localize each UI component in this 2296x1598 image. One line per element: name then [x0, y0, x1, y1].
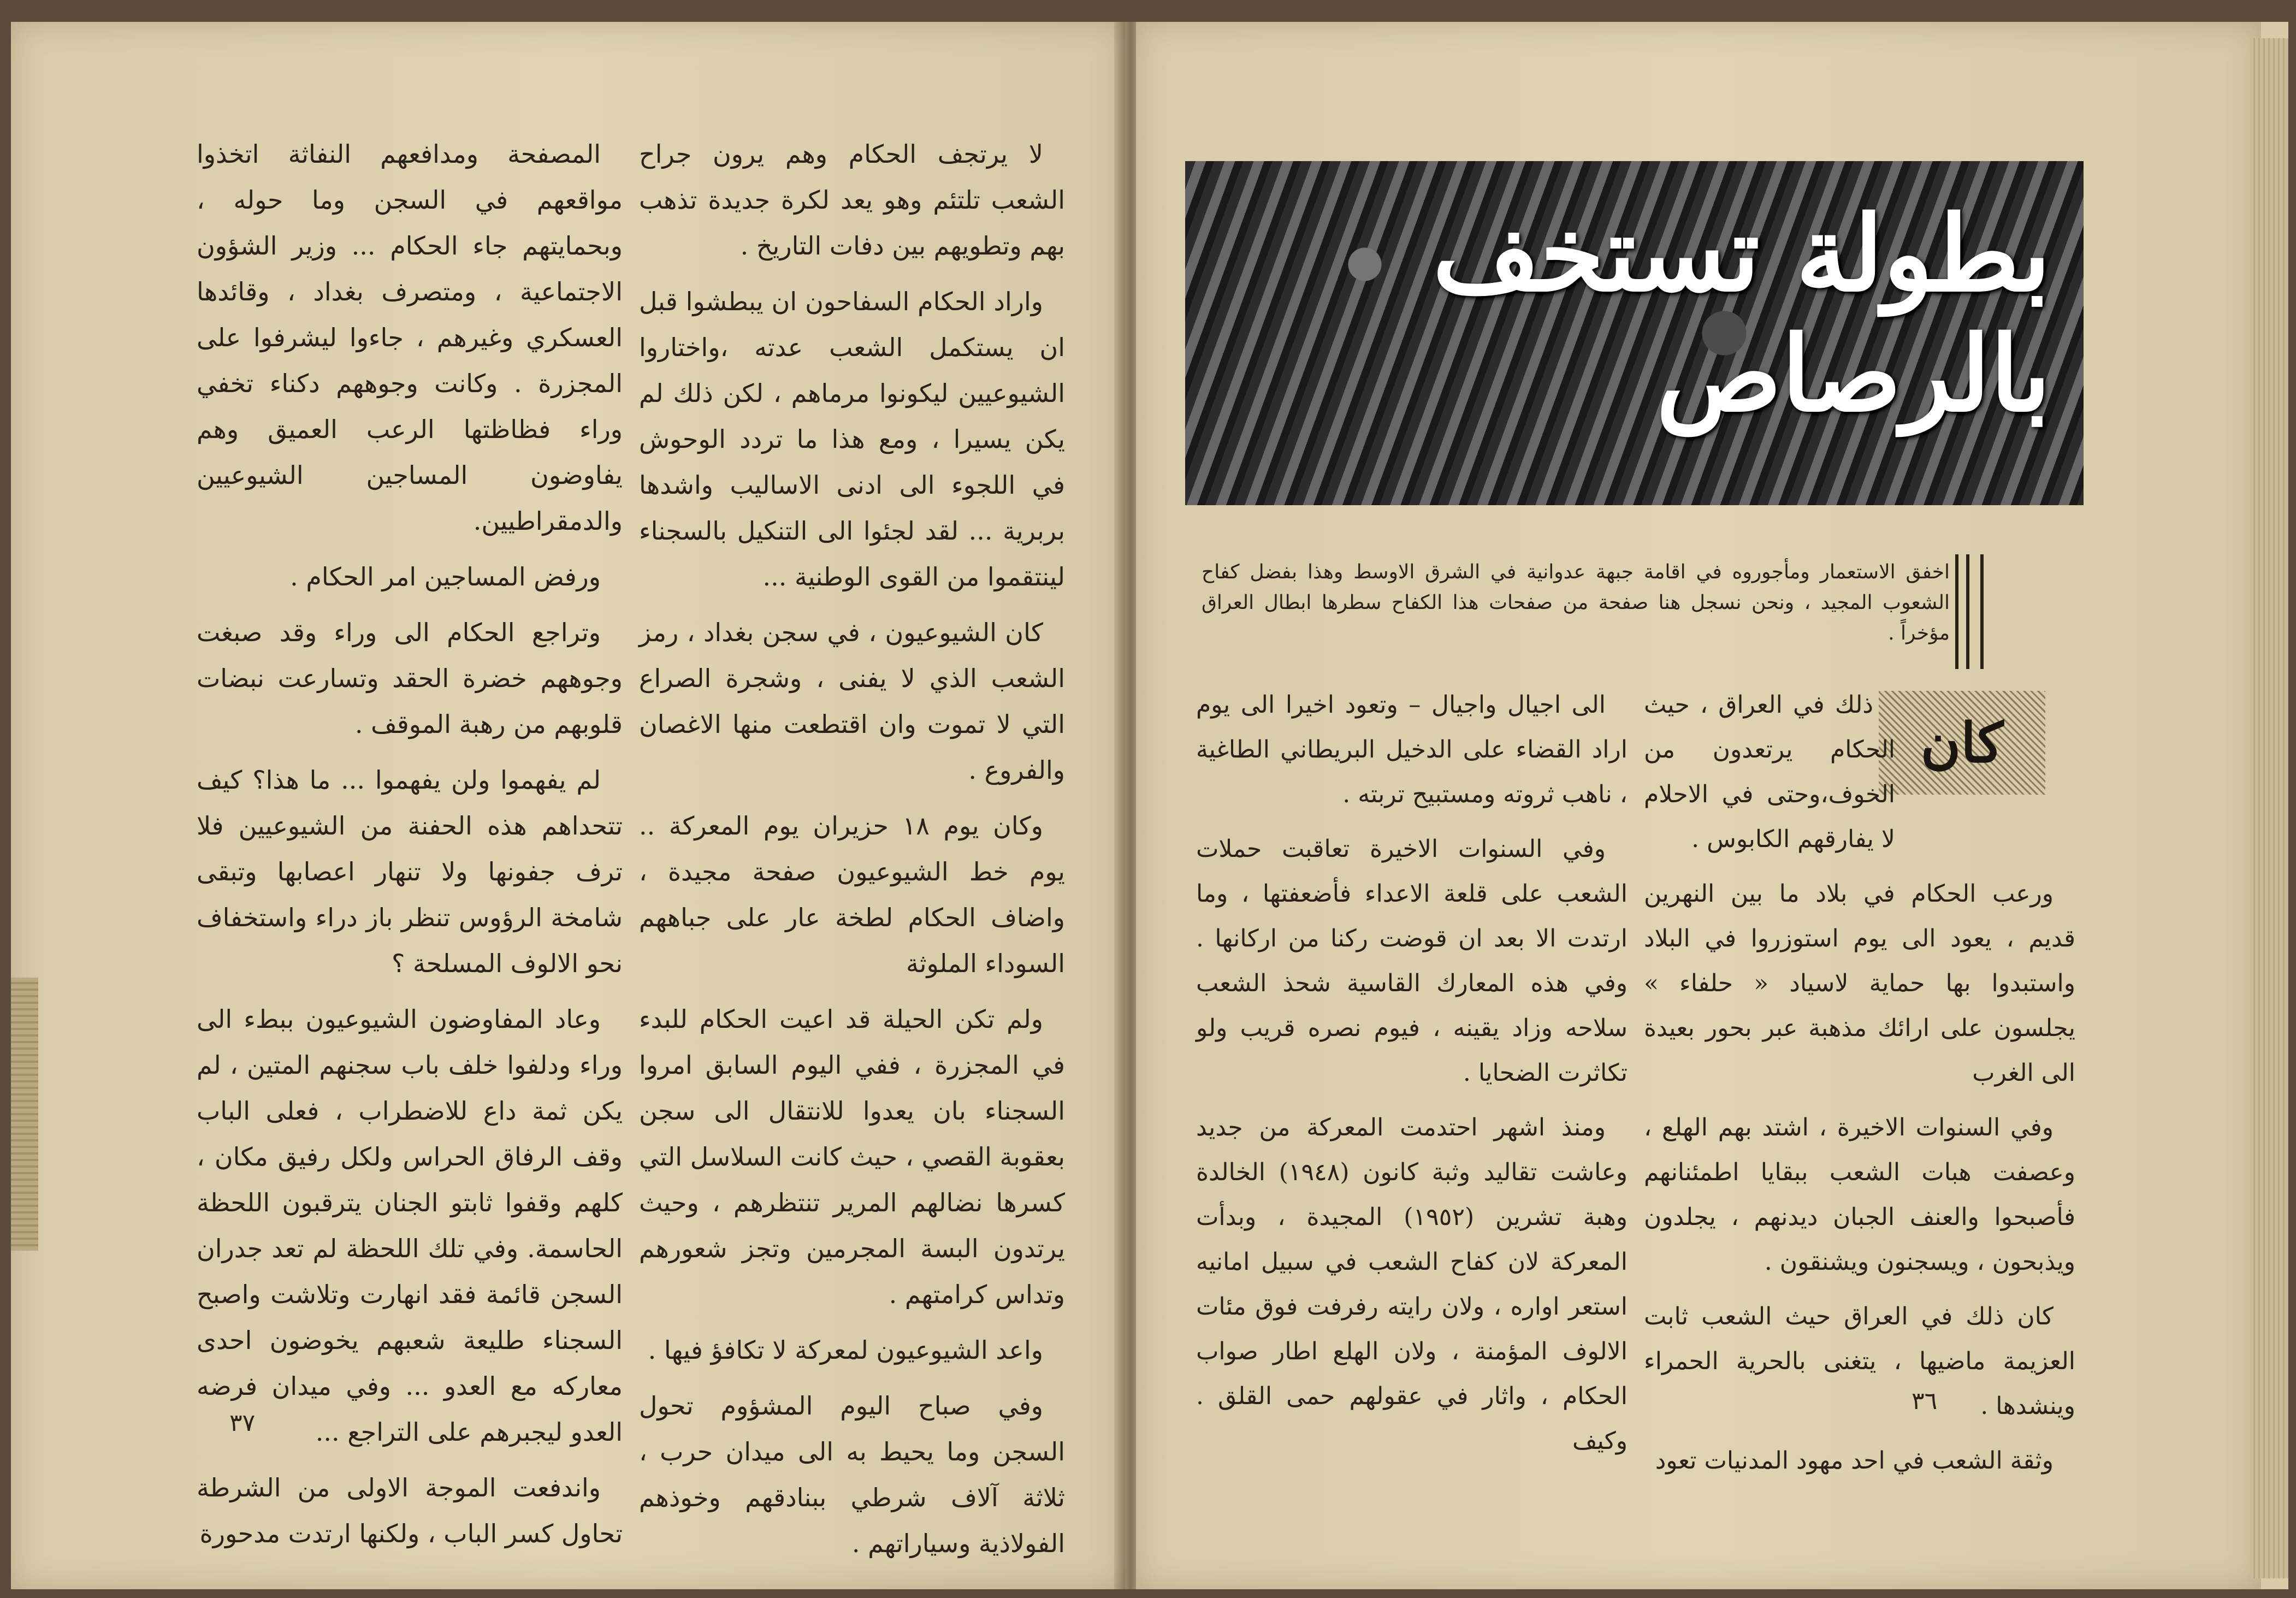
paragraph: ورعب الحكام في بلاد ما بين النهرين قديم ، يعود الى يوم استوزروا في البلاد واستبدوا بها حماية لاسياد « حلفاء » يجلسون على ارائك مذهبة عبر بحور بعيدة الى الغرب [1644, 880, 2075, 1087]
paragraph: وفي السنوات الاخيرة ، اشتد بهم الهلع ، وعصفت هبات الشعب ببقايا اطمئنانهم فأصبحوا والعنف الجبان ديدنهم ، يجلدون ويذبحون ، ويسجنون ويشنقون . [1644, 1114, 2075, 1276]
left-page [11, 22, 1125, 1589]
decorative-bars [1955, 554, 1984, 669]
paragraph: المصفحة ومدافعهم النفاثة اتخذوا مواقعهم في السجن وما حوله ، وبحمايتهم جاء الحكام ... وزير الشؤون الاجتماعية ، ومتصرف بغداد ، وقائدها العسكري وغيرهم ، جاءوا ليشرفوا على المجزرة . وكانت وجوههم دكناء تخفي وراء فظاظتها الرعب العميق وهم يفاوضون المساجين الشيوعيين والدمقراطيين. [197, 139, 623, 536]
paragraph: وتراجع الحكام الى وراء وقد صبغت وجوههم خضرة الحقد وتسارعت نبضات قلوبهم من رهبة الموقف . [197, 618, 623, 739]
paragraph: وكان يوم ١٨ حزيران يوم المعركة .. يوم خط الشيوعيون صفحة مجيدة ، واضاف الحكام لطخة عار على جباههم السوداء الملوثة [639, 811, 1065, 978]
headline: بطولة تستخف بالرصاص [1433, 193, 2051, 435]
page-number: ٣٦ [1912, 1387, 1938, 1415]
paragraph: كان ذلك في العراق حيث الشعب ثابت العزيمة ماضيها ، يتغنى بالحرية الحمراء وينشدها . [1644, 1303, 2075, 1420]
paragraph: ذلك في العراق ، حيث الحكام يرتعدون من الخوف،وحتى في الاحلام لا يفارقهم الكابوس . [1644, 691, 1895, 853]
paragraph: الى اجيال واجيال – وتعود اخيرا الى يوم اراد القضاء على الدخيل البريطاني الطاغية ، ناهب ثروته ومستبيح تربته . [1196, 691, 1628, 808]
headline-photo [1185, 161, 2084, 505]
intro-text: اخفق الاستعمار ومأجوروه في اقامة جبهة عدوانية في الشرق الاوسط وهذا بفضل كفاح الشعوب المجيد ، ونحن نسجل هنا صفحة من صفحات هذا الكفاح سطرها ابطال العراق مؤخراً . [1202, 561, 1950, 644]
page-number: ٣٧ [229, 1409, 256, 1437]
paragraph: كان الشيوعيون ، في سجن بغداد ، رمز الشعب الذي لا يفنى ، وشجرة الصراع التي لا تموت وان اقتطعت منها الاغصان والفروع . [639, 618, 1065, 785]
right-page-column-left [1196, 683, 1628, 1473]
paragraph: لا يرتجف الحكام وهم يرون جراح الشعب تلتئم وهو يعد لكرة جديدة تذهب بهم وتطويهم بين دفات التاريخ . [639, 139, 1065, 261]
magazine-spread [11, 22, 2288, 1589]
page-edge-wear [11, 978, 38, 1251]
paragraph: وفي صباح اليوم المشؤوم تحول السجن وما يحيط به الى ميدان حرب ، ثلاثة آلاف شرطي ببنادقهم وخوذهم الفولاذية وسياراتهم . [639, 1391, 1065, 1558]
paragraph: وعاد المفاوضون الشيوعيون ببطء الى وراء ودلفوا خلف باب سجنهم المتين ، لم يكن ثمة داع للاضطراب ، فعلى الباب وقف الرفاق الحراس ولكل رفيق مكان ، كلهم وقفوا ثابتو الجنان يترقبون اللحظة الحاسمة. وفي تلك اللحظة لم تعد جدران السجن قائمة فقد انهارت وتلاشت واصبح السجناء طليعة شعبهم يخوضون احدى معاركه مع العدو ... وفي ميدان فرضه العدو ليجبرهم على التراجع ... [197, 1004, 623, 1447]
drop-cap-logo: كان [1879, 691, 2045, 795]
paragraph: لم يفهموا ولن يفهموا ... ما هذا؟ كيف تتحداهم هذه الحفنة من الشيوعيين فلا ترف جفونها ولا تنهار اعصابها وتبقى شامخة الرؤوس تنظر باز دراء واستخفاف نحو الالوف المسلحة ؟ [197, 765, 623, 978]
paragraph: ورفض المساجين امر الحكام . [290, 562, 601, 591]
paragraph: واندفعت الموجة الاولى من الشرطة تحاول كسر الباب ، ولكنها ارتدت مدحورة [197, 1473, 623, 1548]
paragraph: واعد الشيوعيون لمعركة لا تكافؤ فيها . [648, 1335, 1043, 1365]
left-page-column-left [197, 131, 623, 1566]
right-page-column-right [1644, 683, 2075, 1493]
page-stack-edge [2250, 38, 2288, 1578]
paragraph: واراد الحكام السفاحون ان يبطشوا قبل ان يستكمل الشعب عدته ،واختاروا الشيوعيين ليكونوا مرماهم ، لكن ذلك لم يكن يسيرا ، ومع هذا ما تردد الوحوش في اللجوء الى ادنى الاساليب واشدها بربرية ... لقد لجئوا الى التنكيل بالسجناء لينتقموا من القوى الوطنية ... [639, 287, 1065, 591]
paragraph: ولم تكن الحيلة قد اعيت الحكام للبدء في المجزرة ، ففي اليوم السابق امروا السجناء بان يعدوا للانتقال الى سجن بعقوبة القصي ، حيث كانت السلاسل التي كسرها نضالهم المرير تنتظرهم ، وحيث يرتدون البسة المجرمين وتجز شعورهم وتداس كرامتهم . [639, 1004, 1065, 1309]
paragraph: وفي السنوات الاخيرة تعاقبت حملات الشعب على قلعة الاعداء فأضعفتها ، وما ارتدت الا بعد ان قوضت ركنا من اركانها . وفي هذه المعارك القاسية شحذ الشعب سلاحه وزاد يقينه ، فيوم نصره قريب ولو تكاثرت الضحايا . [1196, 835, 1628, 1087]
paragraph: وثقة الشعب في احد مهود المدنيات تعود [1655, 1447, 2054, 1475]
left-page-column-right [639, 131, 1065, 1576]
paragraph: ومنذ اشهر احتدمت المعركة من جديد وعاشت تقاليد وثبة كانون (١٩٤٨) الخالدة وهبة تشرين (١٩٥٢) المجيدة ، وبدأت المعركة لان كفاح الشعب في سبيل امانيه استعر اواره ، ولان رايته رفرفت فوق مئات الالوف المؤمنة ، ولان الهلع اطار صواب الحكام ، واثار في عقولهم حمى القلق . وكيف [1196, 1114, 1628, 1455]
